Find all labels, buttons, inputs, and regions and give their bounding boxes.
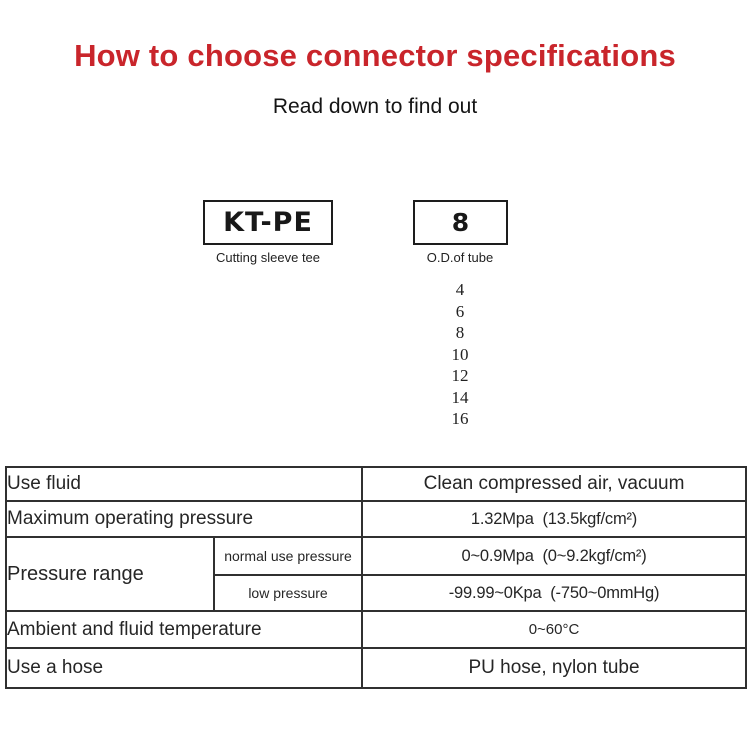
tube-size-option: 14 [451,387,469,407]
row-use-fluid-label: Use fluid [6,467,362,501]
tube-size-option: 4 [455,280,465,299]
low-pressure-label: low pressure [214,575,362,611]
tube-size-options [360,279,560,430]
low-pressure-value: -99.99~0Kpa (-750~0mmHg) [362,575,746,611]
model-code-box [203,200,333,245]
row-max-pressure-value: 1.32Mpa (13.5kgf/cm²) [362,501,746,537]
row-use-hose-label: Use a hose [6,648,362,688]
tube-size-option: 12 [451,366,469,385]
row-pressure-range-label: Pressure range [6,537,214,611]
page-subtitle: Read down to find out [272,95,478,118]
tube-size-option: 16 [451,409,469,428]
row-temperature-value: 0~60°C [362,611,746,648]
model-code-text: KT-PE [223,207,313,238]
row-temperature-label: Ambient and fluid temperature [6,611,362,648]
page-title: How to choose connector specifications [74,38,676,73]
normal-use-pressure-value: 0~0.9Mpa (0~9.2kgf/cm²) [362,537,746,575]
row-use-fluid-value: Clean compressed air, vacuum [362,467,746,501]
row-max-pressure-label: Maximum operating pressure [6,501,362,537]
row-max-pressure [6,501,746,537]
tube-size-option: 10 [451,344,469,364]
row-use-hose-value: PU hose, nylon tube [362,648,746,688]
tube-size-caption: O.D.of tube [426,250,494,265]
tube-size-option: 8 [455,323,465,342]
row-use-hose [6,648,746,688]
spec-table [5,466,747,689]
tube-size-value: 8 [451,208,470,237]
row-use-fluid [6,467,746,501]
tube-size-box [413,200,508,245]
normal-use-pressure-label: normal use pressure [214,537,362,575]
row-temperature [6,611,746,648]
row-pressure-range-normal [6,537,746,575]
model-code-caption: Cutting sleeve tee [215,250,321,265]
tube-size-option: 6 [455,301,465,321]
